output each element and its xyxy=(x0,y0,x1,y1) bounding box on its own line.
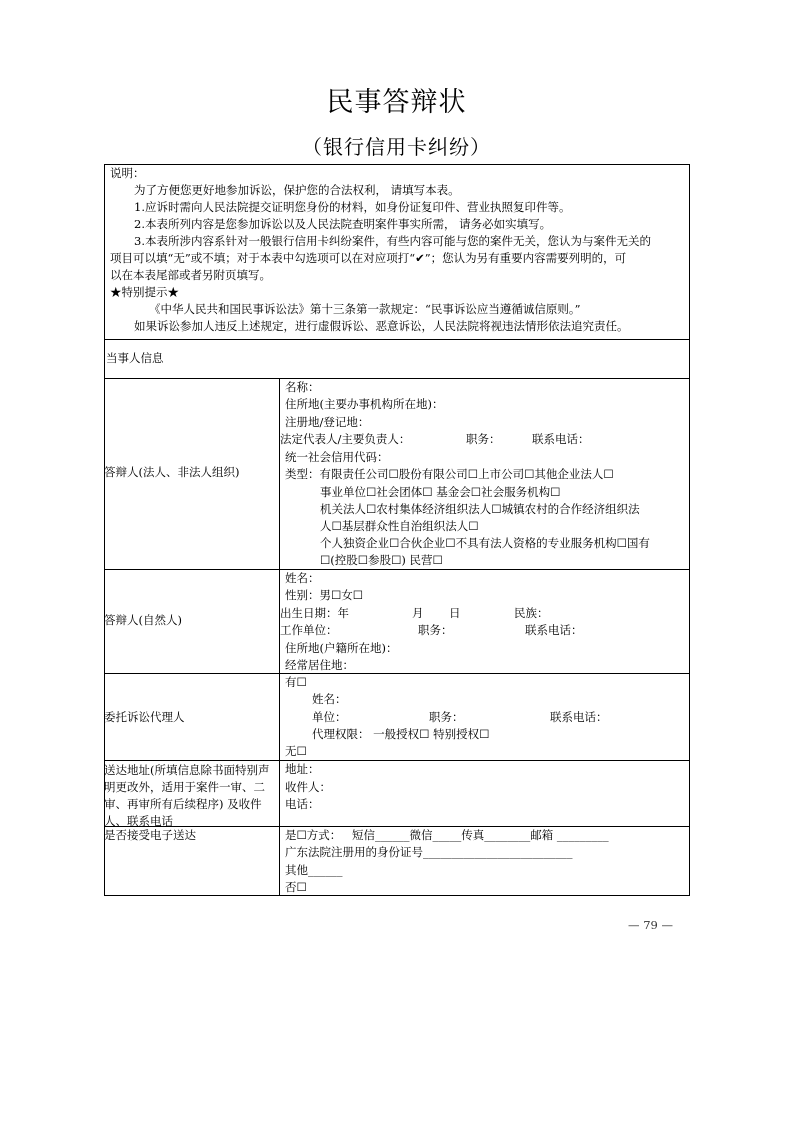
legal-name-field[interactable]: 名称： xyxy=(285,380,320,394)
special-notice-heading: ★特别提示★ xyxy=(110,285,179,299)
special-notice-line-1: 《中华人民共和国民事诉讼法》第十三条第一款规定：“民事诉讼应当遵循诚信原则。” xyxy=(149,302,581,316)
agent-no-checkbox[interactable]: 无☐ xyxy=(285,744,307,758)
e-service-label: 是否接受电子送达 xyxy=(104,828,196,842)
form-table xyxy=(104,164,690,896)
row-divider xyxy=(104,339,690,340)
e-service-yes-checkbox[interactable]: 是☐方式： xyxy=(285,828,342,842)
instructions-item-3-line-3: 以在本表尾部或者另附页填写。 xyxy=(110,268,271,282)
page-number: — 79 — xyxy=(628,918,673,932)
service-recipient-field[interactable]: 收件人： xyxy=(285,780,331,794)
natural-residence-field[interactable]: 经常居住地： xyxy=(285,658,354,672)
service-address-label: 送达地址(所填信息除书面特别声明更改外，适用于案件一审、二审、再审所有后续程序) 及收件人、联系电话 xyxy=(104,763,270,828)
natural-domicile-field[interactable]: 住所地(户籍所在地)： xyxy=(285,641,398,655)
agent-authority-field[interactable]: 代理权限： 一般授权☐ 特别授权☐ xyxy=(312,727,490,741)
instructions-item-2: 2.本表所列内容是您参加诉讼以及人民法院查明案件事实所需， 请务必如实填写。 xyxy=(134,217,552,231)
e-service-id-field[interactable]: 广东法院注册用的身份证号__________________________ xyxy=(285,845,573,859)
agent-yes-checkbox[interactable]: 有☐ xyxy=(285,675,307,689)
special-notice-line-2: 如果诉讼参加人违反上述规定，进行虚假诉讼、恶意诉讼，人民法院将视违法情形依法追究责任。 xyxy=(134,319,629,333)
legal-rep-field[interactable]: 法定代表人/主要负责人： xyxy=(280,432,411,446)
natural-birth-day: 日 xyxy=(449,606,461,620)
instructions-item-1: 1.应诉时需向人民法院提交证明您身份的材料，如身份证复印件、营业执照复印件等。 xyxy=(134,200,571,214)
service-address-field[interactable]: 地址： xyxy=(285,762,320,776)
document-title: 民事答辩状 xyxy=(326,87,467,118)
natural-work-field[interactable]: 工作单位： xyxy=(280,623,338,637)
agent-unit-field[interactable]: 单位： xyxy=(312,710,347,724)
e-service-methods[interactable]: 短信______微信_____传真________邮箱 _________ xyxy=(352,828,609,842)
legal-type-line-4[interactable]: 人☐基层群众性自治组织法人☐ xyxy=(320,519,479,533)
legal-rep-phone-field[interactable]: 联系电话： xyxy=(532,432,590,446)
service-phone-field[interactable]: 电话： xyxy=(285,797,320,811)
instructions-item-3-line-2: 项目可以填“无”或不填；对于本表中勾选项可以在对应项打“✔”；您认为另有重要内容需要列明的，可 xyxy=(110,251,627,265)
agent-title-field[interactable]: 职务： xyxy=(429,710,464,724)
legal-type-line-1[interactable]: 类型：有限责任公司☐股份有限公司☐上市公司☐其他企业法人☐ xyxy=(285,467,614,481)
instructions-intro: 为了方便您更好地参加诉讼，保护您的合法权利， 请填写本表。 xyxy=(134,183,460,197)
agent-phone-field[interactable]: 联系电话： xyxy=(550,710,608,724)
natural-work-phone-field[interactable]: 联系电话： xyxy=(525,623,583,637)
legal-credit-code-field[interactable]: 统一社会信用代码： xyxy=(285,450,389,464)
natural-ethnicity-field[interactable]: 民族： xyxy=(514,606,549,620)
natural-birth-month: 月 xyxy=(412,606,424,620)
row-divider xyxy=(104,760,690,761)
legal-type-line-6[interactable]: ☐(控股☐参股☐) 民营☐ xyxy=(320,553,443,567)
natural-birth-field[interactable]: 出生日期：年 xyxy=(280,606,349,620)
legal-type-line-3[interactable]: 机关法人☐农村集体经济组织法人☐城镇农村的合作经济组织法 xyxy=(320,502,640,516)
natural-gender-field[interactable]: 性别：男☐女☐ xyxy=(285,588,364,602)
legal-type-line-2[interactable]: 事业单位☐社会团体☐ 基金会☐社会服务机构☐ xyxy=(320,485,561,499)
respondent-legal-label: 答辩人(法人、非法人组织) xyxy=(104,465,240,479)
e-service-other-field[interactable]: 其他______ xyxy=(285,863,343,877)
agent-name-field[interactable]: 姓名： xyxy=(312,692,347,706)
legal-registered-field[interactable]: 注册地/登记地： xyxy=(285,415,370,429)
instructions-heading: 说明： xyxy=(110,166,145,180)
agent-label: 委托诉讼代理人 xyxy=(104,710,185,724)
party-info-heading: 当事人信息 xyxy=(106,351,164,365)
row-divider xyxy=(104,378,690,379)
legal-type-line-5[interactable]: 个人独资企业☐合伙企业☐不具有法人资格的专业服务机构☐国有 xyxy=(320,536,650,550)
natural-name-field[interactable]: 姓名： xyxy=(285,571,320,585)
respondent-natural-label: 答辩人(自然人) xyxy=(104,613,182,627)
row-divider xyxy=(104,673,690,674)
legal-rep-title-field[interactable]: 职务： xyxy=(466,432,501,446)
e-service-no-checkbox[interactable]: 否☐ xyxy=(285,880,307,894)
legal-domicile-field[interactable]: 住所地(主要办事机构所在地)： xyxy=(285,397,444,411)
natural-work-title-field[interactable]: 职务： xyxy=(418,623,453,637)
instructions-item-3-line-1: 3.本表所涉内容系针对一般银行信用卡纠纷案件，有些内容可能与您的案件无关，您认为与案件无关的 xyxy=(134,234,651,248)
document-subtitle: （银行信用卡纠纷） xyxy=(302,135,491,159)
